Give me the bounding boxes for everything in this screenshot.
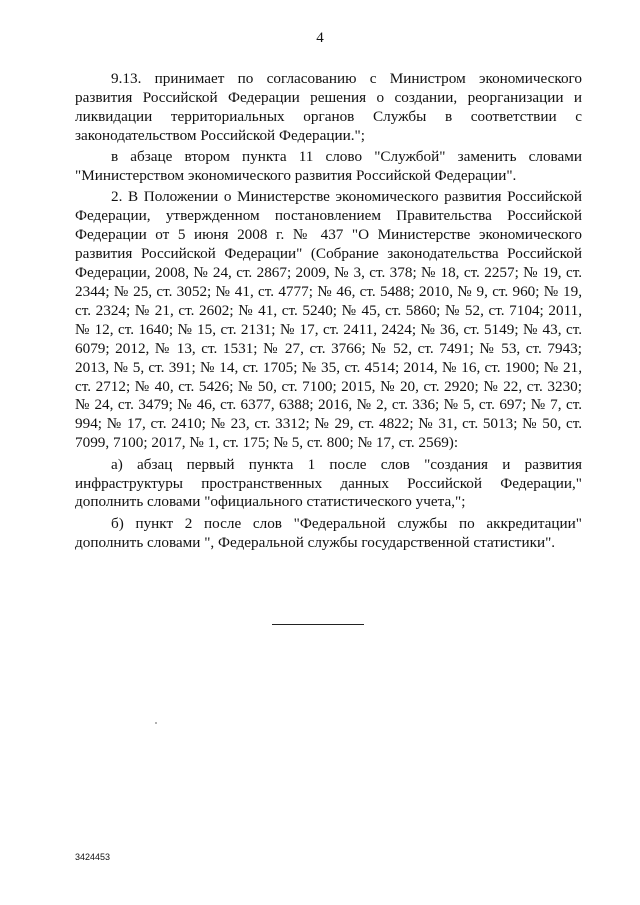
paragraph-b: б) пункт 2 после слов "Федеральной службы по аккредитации" дополнить словами ", Федеральной службы государственной статистики". xyxy=(75,514,582,551)
paragraph-9-13: 9.13. принимает по согласованию с Министром экономического развития Российской Федерации решения о создании, реорганизации и ликвидации территориальных органов Службы в соответствии с законодательством Российской Федерации."; xyxy=(75,70,582,144)
document-body xyxy=(75,70,582,555)
paragraph-a: а) абзац первый пункта 1 после слов "создания и развития инфраструктуры пространственных данных Российской Федерации," дополнить словами "официального статистического учета,"; xyxy=(75,455,582,511)
document-code: 3424453 xyxy=(75,852,111,862)
paragraph-2-regulation: 2. В Положении о Министерстве экономического развития Российской Федерации, утвержденном постановлением Правительства Российской Федерации от 5 июня 2008 г. № 437 "О Министерстве экономического развития Российской Федерации" (Собрание законодательства Российской Федерации, 2008, № 24, ст. 2867; 2009, № 3, ст. 378; № 18, ст. 2257; № 19, ст. 2344; № 25, ст. 3052; № 41, ст. 4777; № 46, ст. 5488; 2010, № 9, ст. 960; № 19, ст. 2324; № 21, ст. 2602; № 41, ст. 5240; № 45, ст. 5860; № 52, ст. 7104; 2011, № 12, ст. 1640; № 15, ст. 2131; № 17, ст. 2411, 2424; № 36, ст. 5149; № 43, ст. 6079; 2012, № 13, ст. 1531; № 27, ст. 3766; № 52, ст. 7491; № 53, ст. 7943; 2013, № 5, ст. 391; № 14, ст. 1705; № 35, ст. 4514; 2014, № 16, ст. 1900; № 21, ст. 2712; № 40, ст. 5426; № 50, ст. 7100; 2015, № 20, ст. 2920; № 22, ст. 3230; № 24, ст. 3479; № 46, ст. 6377, 6388; 2016, № 2, ст. 336; № 5, ст. 697; № 7, ст. 994; № 17, ст. 2410; № 23, ст. 3312; № 29, ст. 4822; № 31, ст. 5013; № 50, ст. 7099, 7100; 2017, № 1, ст. 175; № 5, ст. 800; № 17, ст. 2569): xyxy=(75,188,582,452)
page-number: 4 xyxy=(316,30,324,46)
end-divider xyxy=(272,624,364,625)
paragraph-point-11: в абзаце втором пункта 11 слово "Службой" заменить словами "Министерством экономического развития Российской Федерации". xyxy=(75,148,582,185)
scan-artifact-dot xyxy=(155,722,157,724)
